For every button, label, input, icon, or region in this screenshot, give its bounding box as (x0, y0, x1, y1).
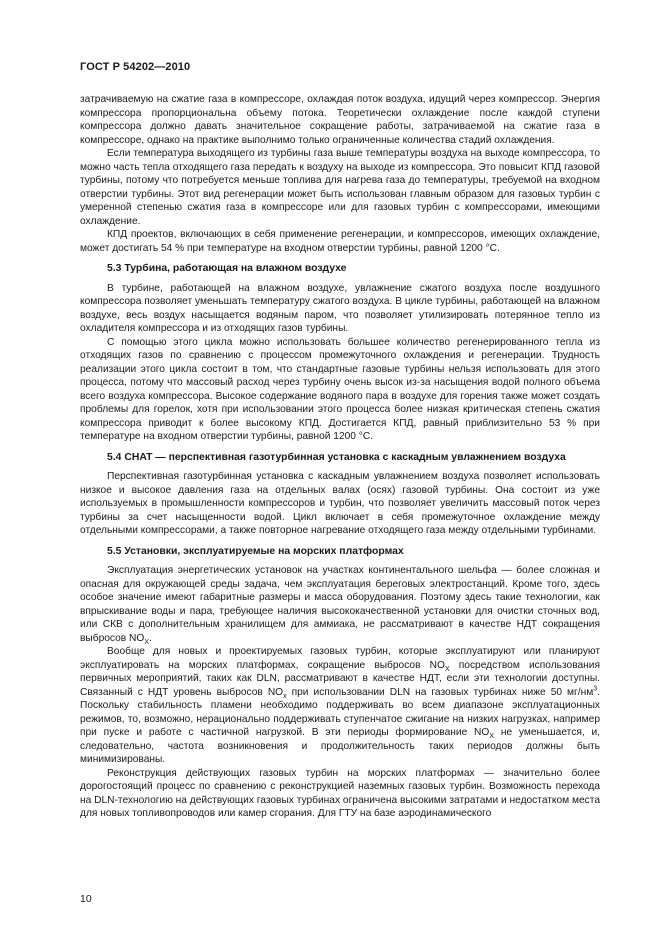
paragraph-text: не уменьшается, и, следовательно, частота возникновения и продолжительность таких периодов должны быть минимизированы. (80, 727, 600, 765)
paragraph: Перспективная газотурбинная установка с каскадным увлажнением воздуха позволяет использовать низкое и высокое давления газа на отдельных валах (осях) газовой турбины. Она состоит из уже используемых в промышленности компрессоров и турбин, что позволяет увеличить массовый поток через турбины за счет насыщенности водой. Цикл включает в себя промежуточное охлаждение между отдельными компрессорами, а также повторное нагревание отходящего газа между отдельными турбинами. (80, 471, 600, 536)
paragraph: Если температура выходящего из турбины газа выше температуры воздуха на выходе компрессора, то можно часть тепла отходящего газа передать к воздуху на выходе из компрессора. Это повысит КПД газовой турбины, потому что потребуется меньше топлива для нагрева газа до температуры, требуемой на входном отверстии турбины. Этот вид регенерации может быть использован главным образом для газовых турбин с умеренной степенью сжатия газа в компрессоре или для газовых турбин с компрессорами, имеющими охлаждение. (80, 148, 600, 227)
section-heading-5-3: 5.3 Турбина, работающая на влажном воздухе (107, 263, 347, 274)
paragraph: затрачиваемую на сжатие газа в компрессоре, охлаждая поток воздуха, идущий через компрессор. Энергия компрессора пропорциональна объему потока. Теоретически охлаждение после каждой ступени компрессора должно давать значительное сокращение работы, затрачиваемой на сжатие газа в компрессоре, однако на практике выполнимо только ограниченные количества стадий охлаждения. (80, 94, 600, 146)
subscript: X (444, 665, 450, 673)
document-body (80, 93, 600, 821)
paragraph-text: Вообще для новых и проектируемых газовых турбин, которые эксплуатируют или планируют эксплуатировать на морских платформах, сокращение выбросов NO (80, 646, 600, 671)
paragraph: Реконструкция действующих газовых турбин на морских платформах — значительно более дорогостоящий процесс по сравнению с реконструкцией наземных газовых турбин. Возможность перехода на DLN-технологию на действующих газовых турбинах ограничена высокими затратами и недостатком места для новых топливопроводов или камер сгорания. Для ГТУ на базе аэродинамического (80, 767, 600, 819)
section-heading-5-5: 5.5 Установки, эксплуатируемые на морских платформах (107, 545, 404, 557)
paragraph: В турбине, работающей на влажном воздухе, увлажнение сжатого воздуха после воздушного компрессора позволяет уменьшать температуру сжатого воздуха. В цикле турбины, работающей на влажном воздухе, весь воздух насыщается водяным паром, что позволяет утилизировать потерянное тепло из охладителя компрессора и из отходящих газов турбины. (80, 282, 600, 334)
paragraph-text: посредством использования первичных мероприятий, таких как DLN, рассматривают в качестве НДТ, если эти технологии доступны. Связанный с НДТ уровень выбросов NO (80, 659, 600, 698)
paragraph (80, 564, 600, 645)
paragraph (80, 645, 600, 767)
paragraph-text: Эксплуатация энергетических установок на участках континентального шельфа — более сложная и опасная для окружающей среды задача, чем эксплуатация береговых электростанций. Кроме того, здесь особое значение имеют габаритные размеры и масса оборудования. Поэтому здесь такие технологии, как впрыскивание воды и пара, требующее наличия высококачественной установки для очистки сточных вод, или СКВ с дополнительным хранилищем для аммиака, не рассматривают в качестве НДТ сокращения выбросов NO (80, 565, 600, 644)
superscript: 3 (593, 685, 598, 693)
paragraph: КПД проектов, включающих в себя применение регенерации, и компрессоров, имеющих охлаждение, может достигать 54 % при температуре на входном отверстии турбины, равной 1200 °С. (80, 229, 600, 254)
paragraph: С помощью этого цикла можно использовать большее количество регенерированного тепла из отходящих газов по сравнению с процессом промежуточного охлаждения и регенерации. Трудность реализации этого цикла состоит в том, что стандартные газовые турбины нельзя использовать для этого процесса, потому что массовый расход через турбину очень высок из-за насыщения водой полного объема всего воздуха компрессора. Высокое содержание водяного пара в воздухе для горения также может создать проблемы для горелок, хотя при использовании этого процесса более низкая критическая степень сжатия компрессора приводит к более высокому КПД. Достигается КПД, равный приблизительно 53 % при температуре на входном отверстии турбины, равной 1200 °С. (80, 336, 600, 442)
subscript: X (144, 638, 149, 646)
paragraph-text: при использовании DLN на газовых турбинах ниже 50 мг/нм (286, 686, 594, 698)
section-heading-5-4: 5.4 CHAT — перспективная газотурбинная установка с каскадным увлажнением воздуха (107, 451, 566, 463)
subscript: X (489, 733, 495, 741)
paragraph-text: . Поскольку стабильность пламени необходимо поддерживать во всем диапазоне эксплуатационных режимов, то, возможно, нерационально поддерживать ступенчатое сжигание на низких нагрузках, например при пуске и работе с частичной нагрузкой. В эти периоды формирование NO (80, 686, 600, 738)
document-header: ГОСТ Р 54202—2010 (80, 61, 191, 73)
page-number: 10 (80, 893, 92, 905)
subscript: x (283, 692, 287, 700)
paragraph-text: . (148, 632, 152, 644)
